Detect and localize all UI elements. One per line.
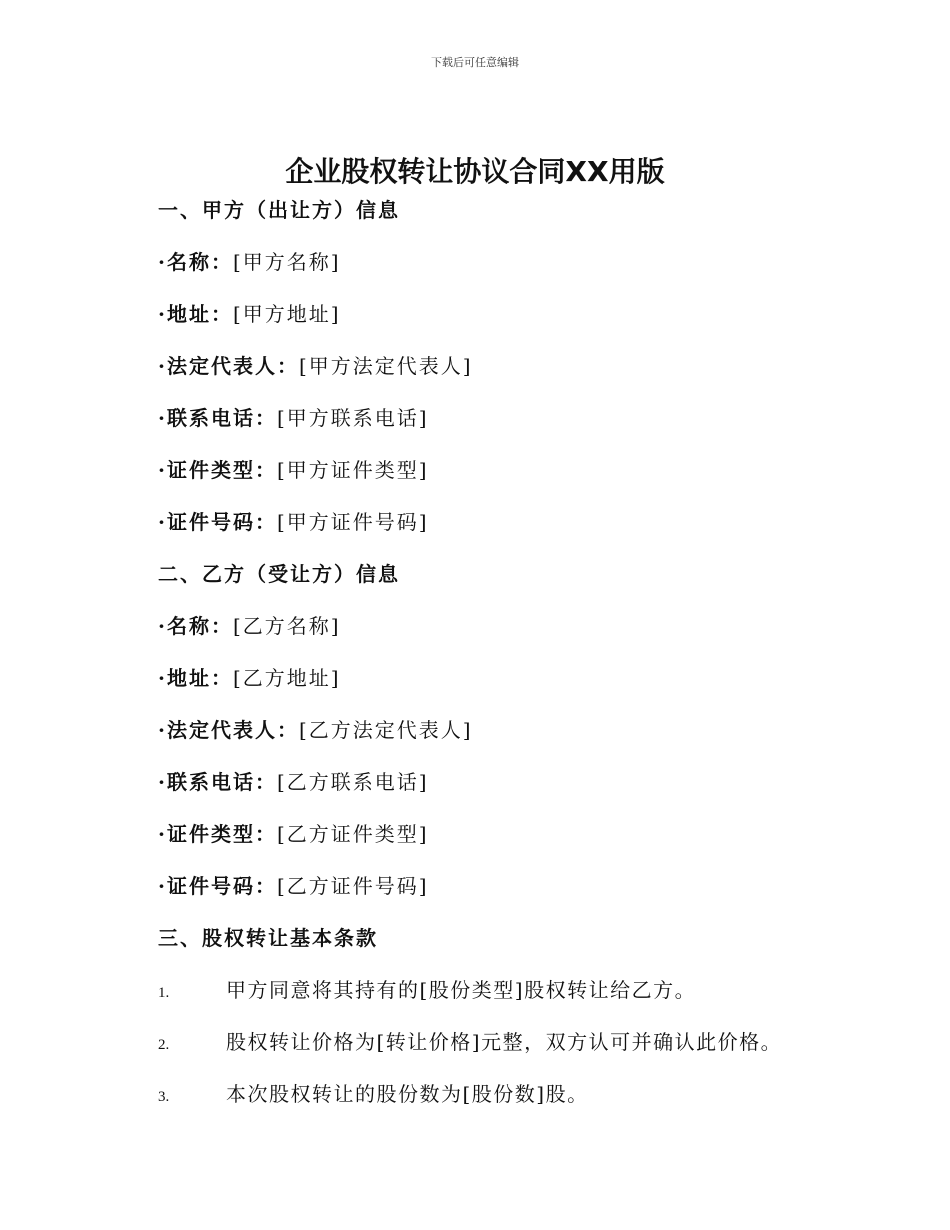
clause-number: 2. [158, 1037, 170, 1053]
field-label: ·联系电话： [158, 770, 277, 794]
field-value: [甲方联系电话] [276, 406, 429, 430]
field-label: ·名称： [158, 250, 233, 274]
party-b-address-row [158, 660, 858, 696]
document-title: 企业股权转让协议合同XX用版 [285, 155, 665, 188]
field-label: ·名称： [158, 614, 233, 638]
section-heading-terms: 三、股权转让基本条款 [158, 926, 378, 950]
field-value: [乙方名称] [232, 614, 341, 638]
field-label: ·联系电话： [158, 406, 277, 430]
party-a-id-number-row [158, 504, 858, 540]
section-heading-party-b: 二、乙方（受让方）信息 [158, 562, 400, 586]
party-b-name-row [158, 608, 858, 644]
field-value: [甲方证件类型] [276, 458, 429, 482]
field-label: ·证件号码： [158, 510, 277, 534]
party-b-id-type-row [158, 816, 858, 852]
document-body [158, 192, 858, 1128]
field-value: [甲方证件号码] [276, 510, 429, 534]
field-label: ·证件类型： [158, 458, 277, 482]
clause-text: 甲方同意将其持有的[股份类型]股权转让给乙方。 [226, 978, 697, 1002]
field-value: [乙方法定代表人] [298, 718, 473, 742]
field-value: [甲方名称] [232, 250, 341, 274]
field-label: ·地址： [158, 302, 233, 326]
field-value: [乙方证件类型] [276, 822, 429, 846]
party-b-id-number-row [158, 868, 858, 904]
clause-item [158, 1076, 858, 1112]
clause-number: 1. [158, 985, 170, 1001]
field-value: [甲方法定代表人] [298, 354, 473, 378]
field-label: ·法定代表人： [158, 354, 299, 378]
clause-item [158, 1024, 858, 1060]
field-label: ·证件类型： [158, 822, 277, 846]
field-label: ·地址： [158, 666, 233, 690]
section-heading-party-a: 一、甲方（出让方）信息 [158, 198, 400, 222]
party-a-phone-row [158, 400, 858, 436]
clause-text: 股权转让价格为[转让价格]元整，双方认可并确认此价格。 [226, 1030, 783, 1054]
party-b-legal-rep-row [158, 712, 858, 748]
field-label: ·证件号码： [158, 874, 277, 898]
field-value: [乙方地址] [232, 666, 341, 690]
field-value: [乙方联系电话] [276, 770, 429, 794]
field-label: ·法定代表人： [158, 718, 299, 742]
party-a-name-row [158, 244, 858, 280]
page-header-note: 下载后可任意编辑 [431, 56, 519, 69]
clause-number: 3. [158, 1089, 170, 1105]
party-a-address-row [158, 296, 858, 332]
field-value: [甲方地址] [232, 302, 341, 326]
party-a-legal-rep-row [158, 348, 858, 384]
clause-item [158, 972, 858, 1008]
party-a-id-type-row [158, 452, 858, 488]
party-b-phone-row [158, 764, 858, 800]
clause-text: 本次股权转让的股份数为[股份数]股。 [226, 1082, 589, 1106]
field-value: [乙方证件号码] [276, 874, 429, 898]
